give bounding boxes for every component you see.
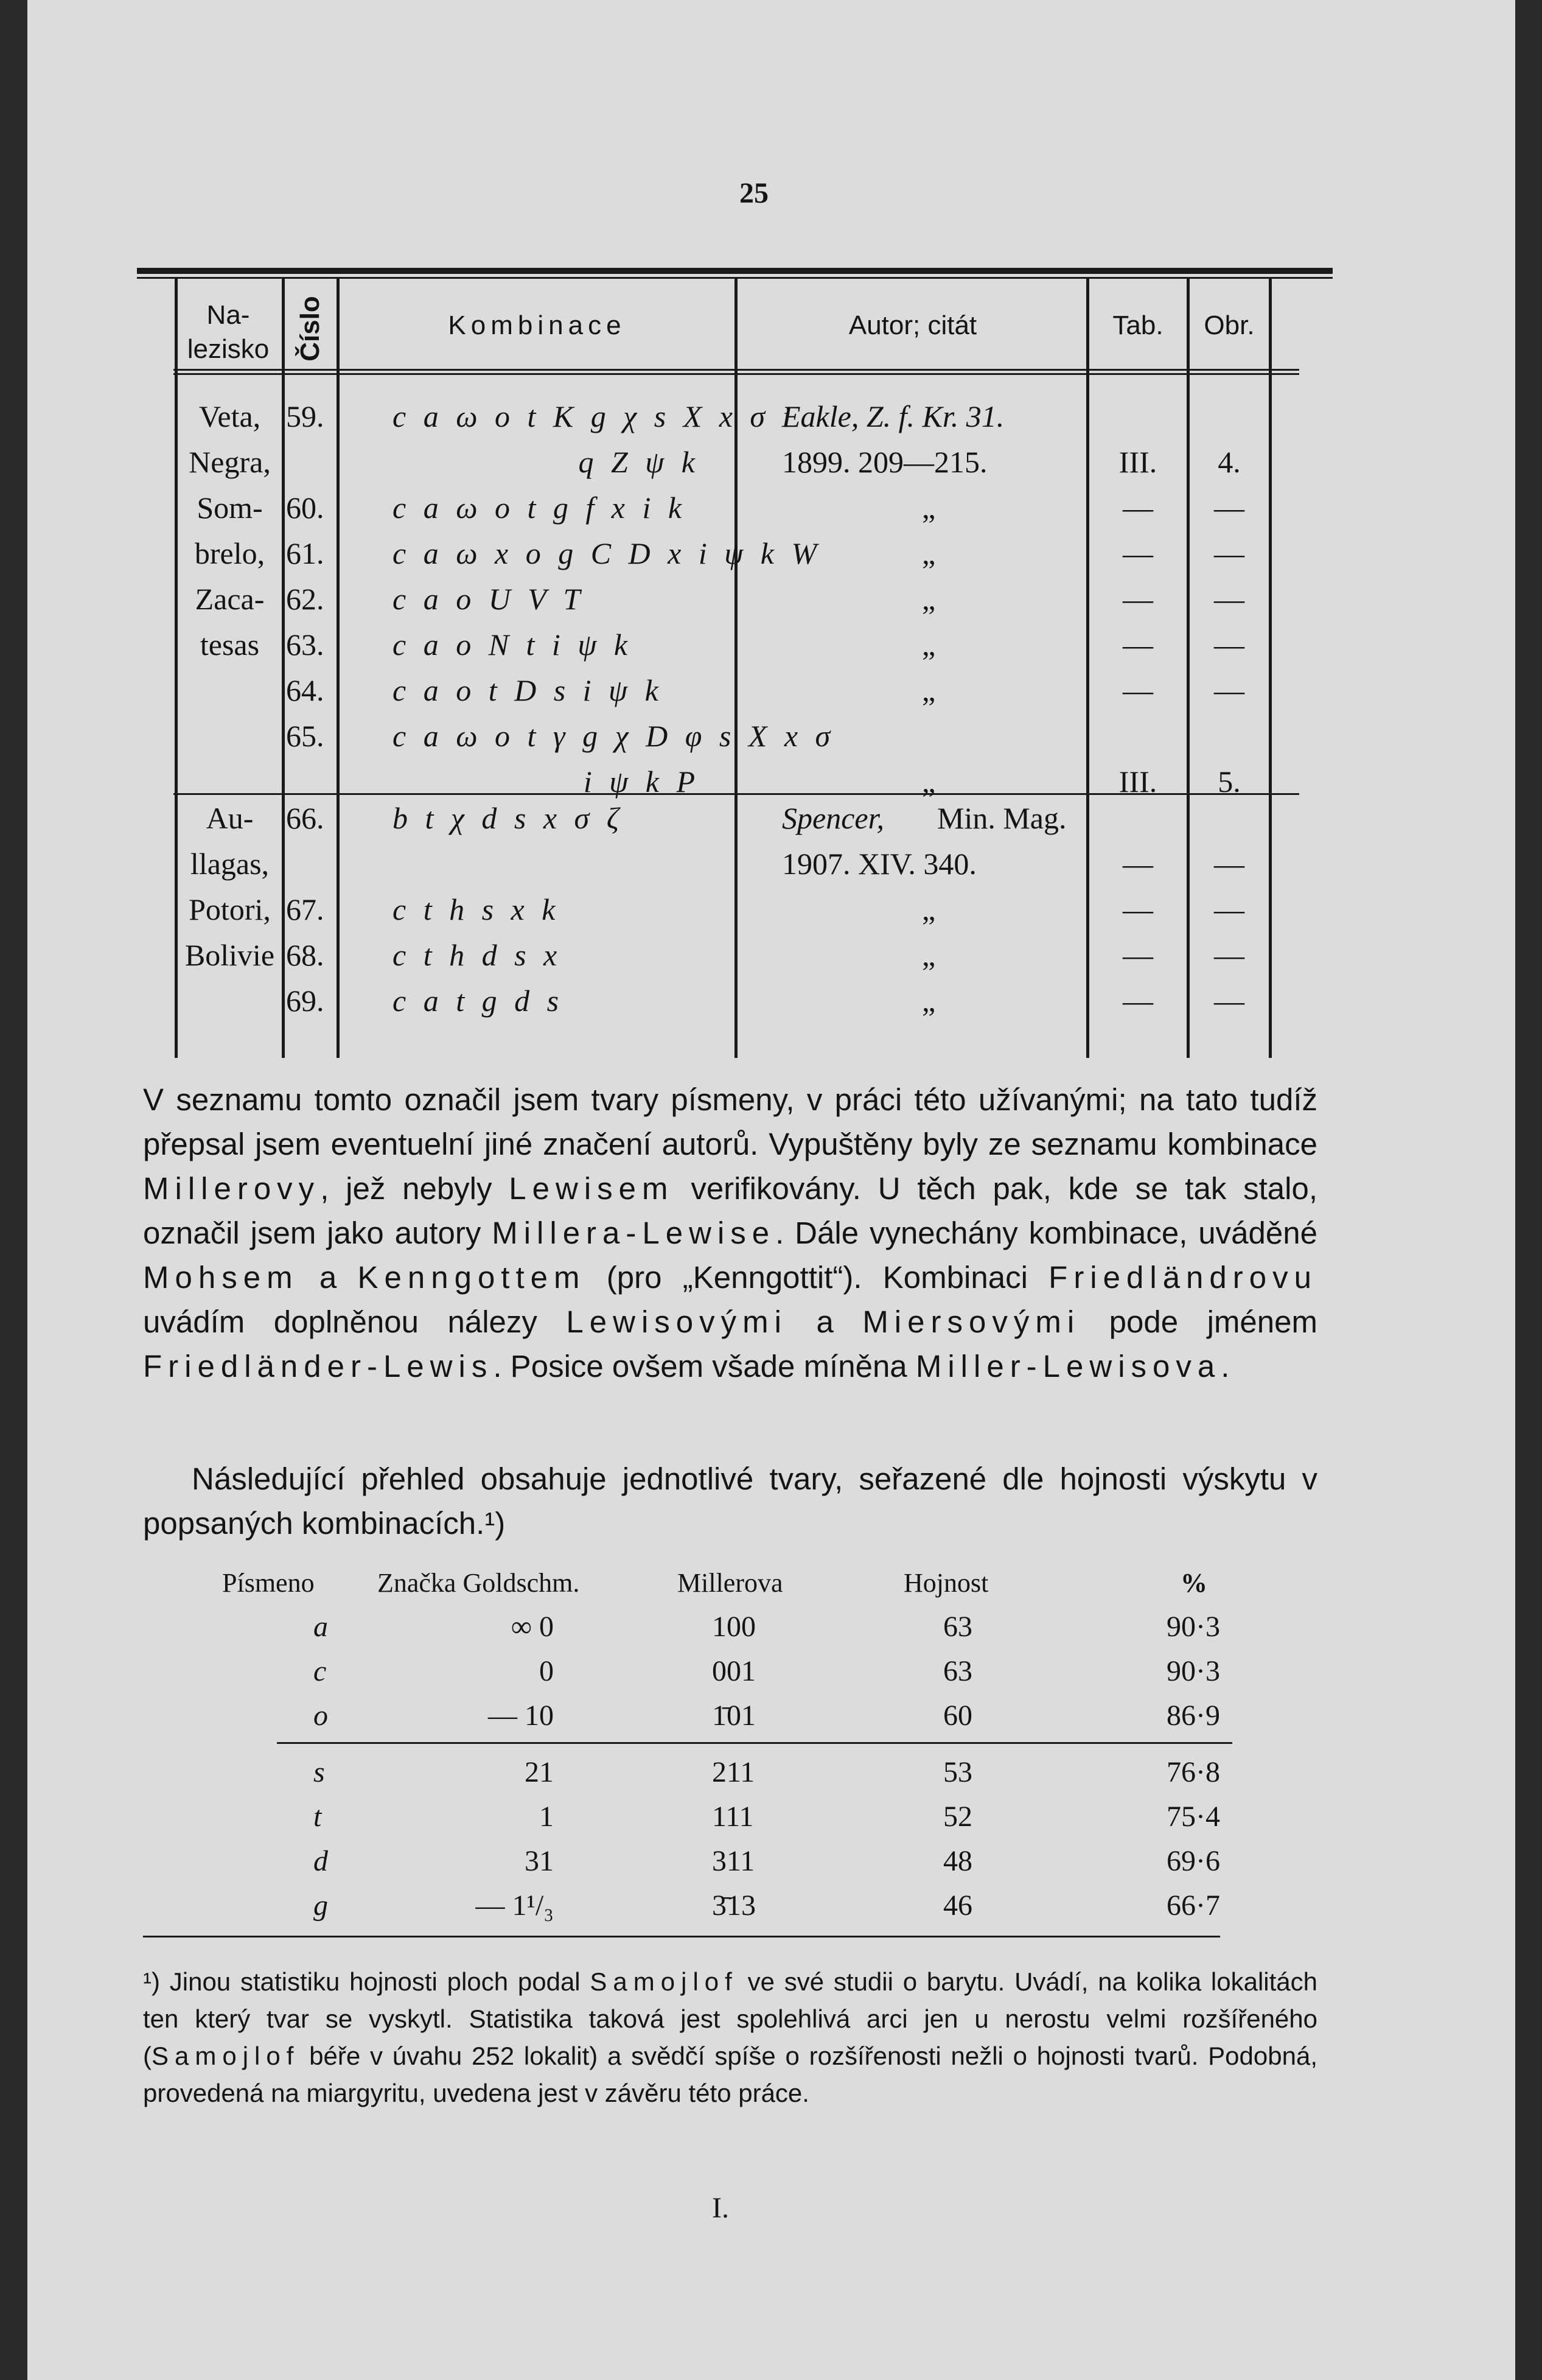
letter: o bbox=[313, 1699, 328, 1732]
plate-ref: — bbox=[1123, 847, 1153, 881]
combination-forms: c a ω o t γ g χ D φ s X x σ bbox=[392, 719, 836, 753]
plate-ref: — bbox=[1123, 938, 1153, 972]
frequency: 52 bbox=[943, 1801, 972, 1833]
col-header-pismeno: Písmeno bbox=[222, 1568, 315, 1598]
col-header-millerova: Millerova bbox=[677, 1568, 783, 1598]
letter: c bbox=[313, 1655, 327, 1687]
combination-forms: c t h d s x bbox=[392, 938, 562, 972]
ditto-mark: „ bbox=[922, 673, 936, 707]
percentage: 90·3 bbox=[1167, 1611, 1220, 1643]
signature-mark: I. bbox=[712, 2192, 729, 2224]
combination-forms: c t h s x k bbox=[392, 892, 560, 926]
goldschmidt-symbol: 21 bbox=[525, 1756, 554, 1788]
ditto-mark: „ bbox=[922, 536, 936, 570]
col-header-znacka: Značka Goldschm. bbox=[377, 1568, 580, 1598]
ditto-mark: „ bbox=[922, 628, 936, 662]
miller-index: 001 bbox=[712, 1655, 756, 1687]
locality-line: brelo, bbox=[194, 536, 265, 570]
row-number: 66. bbox=[286, 801, 324, 835]
goldschmidt-symbol: 1 bbox=[539, 1801, 554, 1833]
row-number: 68. bbox=[286, 938, 324, 972]
header-obr: Obr. bbox=[1204, 310, 1255, 340]
ditto-mark: „ bbox=[922, 984, 936, 1018]
citation: 1907. XIV. 340. bbox=[782, 847, 977, 881]
row-number: 64. bbox=[286, 673, 324, 707]
footnote-rule bbox=[143, 1936, 1220, 1937]
paragraph-notation: V seznamu tomto označil jsem tvary písmeny, v práci této užívanými; na tato tudíž přepsal jsem eventuelní jiné značení autorů. Vypuštěny byly ze seznamu kombinace Millerovy, jež nebyly Lewisem verifikovány. U těch pak, kde se tak stalo, označil jsem jako autory Millera-Lewise. Dále vynechány kombinace, uváděné Mohsem a Kenngottem (pro „Kenngottit“). Kombinaci Friedländrovu uvádím doplněnou nálezy Lewisovými a Miersovými pode jménem Friedländer-Lewis. Posice ovšem všade míněna Miller-Lewisova. bbox=[143, 1082, 1318, 1384]
figure-ref: — bbox=[1214, 892, 1244, 926]
locality-line: Som- bbox=[197, 491, 263, 525]
percentage: 86·9 bbox=[1167, 1699, 1220, 1732]
locality-line: Veta, bbox=[198, 399, 261, 433]
book-page bbox=[27, 0, 1515, 2380]
percentage: 75·4 bbox=[1167, 1801, 1220, 1833]
plate-ref: III. bbox=[1118, 445, 1157, 479]
figure-ref: — bbox=[1214, 938, 1244, 972]
letter: a bbox=[313, 1611, 328, 1643]
combination-forms: b t χ d s x σ ζ bbox=[392, 801, 624, 835]
percentage: 66·7 bbox=[1167, 1889, 1220, 1922]
col-line-2 bbox=[282, 279, 285, 1058]
ditto-mark: „ bbox=[922, 892, 936, 926]
figure-ref: — bbox=[1214, 628, 1244, 662]
frequency: 63 bbox=[943, 1655, 972, 1687]
combination-forms: c a ω x o g C D x i ψ k W bbox=[392, 536, 822, 570]
miller-index: 3̄13 bbox=[712, 1889, 756, 1922]
percentage: 69·6 bbox=[1167, 1845, 1220, 1877]
page-number: 25 bbox=[739, 177, 769, 209]
frequency: 53 bbox=[943, 1756, 972, 1788]
miller-index: 211 bbox=[712, 1756, 755, 1788]
col-line-7 bbox=[1269, 279, 1272, 1058]
paragraph-overview: Následující přehled obsahuje jednotlivé tvary, seřazené dle hojnosti výskytu v popsaných kombinacích.¹) bbox=[143, 1461, 1317, 1541]
goldschmidt-symbol: 0 bbox=[539, 1655, 554, 1687]
goldschmidt-symbol: 31 bbox=[525, 1845, 554, 1877]
combination-forms: c a ω o t K g χ s X x σ i bbox=[392, 399, 796, 433]
locality-line: Negra, bbox=[189, 445, 271, 479]
header-autor: Autor; citát bbox=[848, 310, 977, 340]
letter: t bbox=[313, 1801, 322, 1833]
locality-line: Au- bbox=[206, 801, 254, 835]
letter: d bbox=[313, 1845, 328, 1877]
col-line-1 bbox=[175, 279, 178, 1058]
plate-ref: — bbox=[1123, 582, 1153, 616]
col-line-3 bbox=[337, 279, 340, 1058]
figure-ref: — bbox=[1214, 847, 1244, 881]
letter: s bbox=[313, 1756, 325, 1788]
plate-ref: — bbox=[1123, 628, 1153, 662]
plate-ref: — bbox=[1123, 536, 1153, 570]
combination-forms: i ψ k P bbox=[583, 765, 700, 799]
figure-ref: — bbox=[1214, 582, 1244, 616]
row-number: 61. bbox=[286, 536, 324, 570]
plate-ref: — bbox=[1123, 892, 1153, 926]
plate-ref: — bbox=[1123, 491, 1153, 525]
footnote: ¹) Jinou statistiku hojnosti ploch podal Samojlof ve své studii o barytu. Uvádí, na kolika lokalitách ten který tvar se vyskytl. Statistika taková jest spolehlivá arci jen u nerostu velmi rozšířeného (Samojlof béře v úvahu 252 lokalit) a svědčí spíše o rozšířenosti nežli o hojnosti tvarů. Podobná, provedená na miargyritu, uvedena jest v závěru této práce. bbox=[143, 1967, 1317, 2107]
combination-forms: q Z ψ k bbox=[578, 445, 700, 479]
goldschmidt-symbol: — 10 bbox=[488, 1699, 554, 1732]
percentage: 90·3 bbox=[1167, 1655, 1220, 1687]
ditto-mark: „ bbox=[922, 938, 936, 972]
locality-line: Potori, bbox=[189, 892, 271, 926]
col-header-percent: % bbox=[1181, 1568, 1207, 1598]
combination-forms: c a ω o t g f x i k bbox=[392, 491, 687, 525]
row-number: 60. bbox=[286, 491, 324, 525]
miller-index: 311 bbox=[712, 1845, 755, 1877]
combination-forms: c a t g d s bbox=[392, 984, 564, 1018]
locality-line: Bolivie bbox=[184, 938, 275, 972]
row-number: 69. bbox=[286, 984, 324, 1018]
row-number: 67. bbox=[286, 892, 324, 926]
goldschmidt-symbol: — 1¹/₃ bbox=[475, 1889, 554, 1922]
frequency: 46 bbox=[943, 1889, 972, 1922]
combination-forms: c a o N t i ψ k bbox=[392, 628, 633, 662]
row-number: 63. bbox=[286, 628, 324, 662]
frequency: 63 bbox=[943, 1611, 972, 1643]
tick bbox=[175, 1029, 178, 1053]
miller-index: 1̄01 bbox=[712, 1699, 756, 1732]
figure-ref: 4. bbox=[1218, 445, 1241, 479]
ditto-mark: „ bbox=[922, 582, 936, 616]
plate-ref: — bbox=[1123, 984, 1153, 1018]
figure-ref: — bbox=[1214, 673, 1244, 707]
miller-index: 111 bbox=[712, 1801, 754, 1833]
col-line-4 bbox=[734, 279, 738, 1058]
author-name: Spencer, bbox=[782, 801, 884, 835]
header-kombinace: Kombinace bbox=[448, 310, 626, 340]
header-nalezisko: Na- lezisko bbox=[187, 300, 270, 364]
locality-line: tesas bbox=[200, 628, 260, 662]
letter: g bbox=[313, 1889, 328, 1922]
percentage: 76·8 bbox=[1167, 1756, 1220, 1788]
header-cislo-text: Číslo bbox=[295, 296, 325, 362]
stats-divider bbox=[277, 1742, 1232, 1744]
citation: 1899. 209—215. bbox=[782, 445, 988, 479]
figure-ref: 5. bbox=[1218, 765, 1241, 799]
combination-forms: c a o U V T bbox=[392, 582, 585, 616]
frequency: 48 bbox=[943, 1845, 972, 1877]
row-number: 65. bbox=[286, 719, 324, 753]
goldschmidt-symbol: ∞ 0 bbox=[511, 1611, 554, 1643]
citation: Min. Mag. bbox=[937, 801, 1067, 835]
ditto-mark: „ bbox=[922, 491, 936, 525]
figure-ref: — bbox=[1214, 491, 1244, 525]
miller-index: 100 bbox=[712, 1611, 756, 1643]
col-header-hojnost: Hojnost bbox=[904, 1568, 989, 1598]
header-tab: Tab. bbox=[1112, 310, 1163, 340]
locality-line: Zaca- bbox=[195, 582, 265, 616]
figure-ref: — bbox=[1214, 984, 1244, 1018]
figure-ref: — bbox=[1214, 536, 1244, 570]
header-cislo bbox=[292, 292, 329, 365]
row-number: 59. bbox=[286, 399, 324, 433]
citation: Eakle, Z. f. Kr. 31. bbox=[782, 399, 1005, 433]
table-top-rule bbox=[137, 268, 1333, 274]
plate-ref: — bbox=[1123, 673, 1153, 707]
locality-line: llagas, bbox=[190, 847, 270, 881]
frequency: 60 bbox=[943, 1699, 972, 1732]
ditto-mark: „ bbox=[922, 765, 936, 799]
combination-forms: c a o t D s i ψ k bbox=[392, 673, 663, 707]
plate-ref: III. bbox=[1118, 765, 1157, 799]
row-number: 62. bbox=[286, 582, 324, 616]
